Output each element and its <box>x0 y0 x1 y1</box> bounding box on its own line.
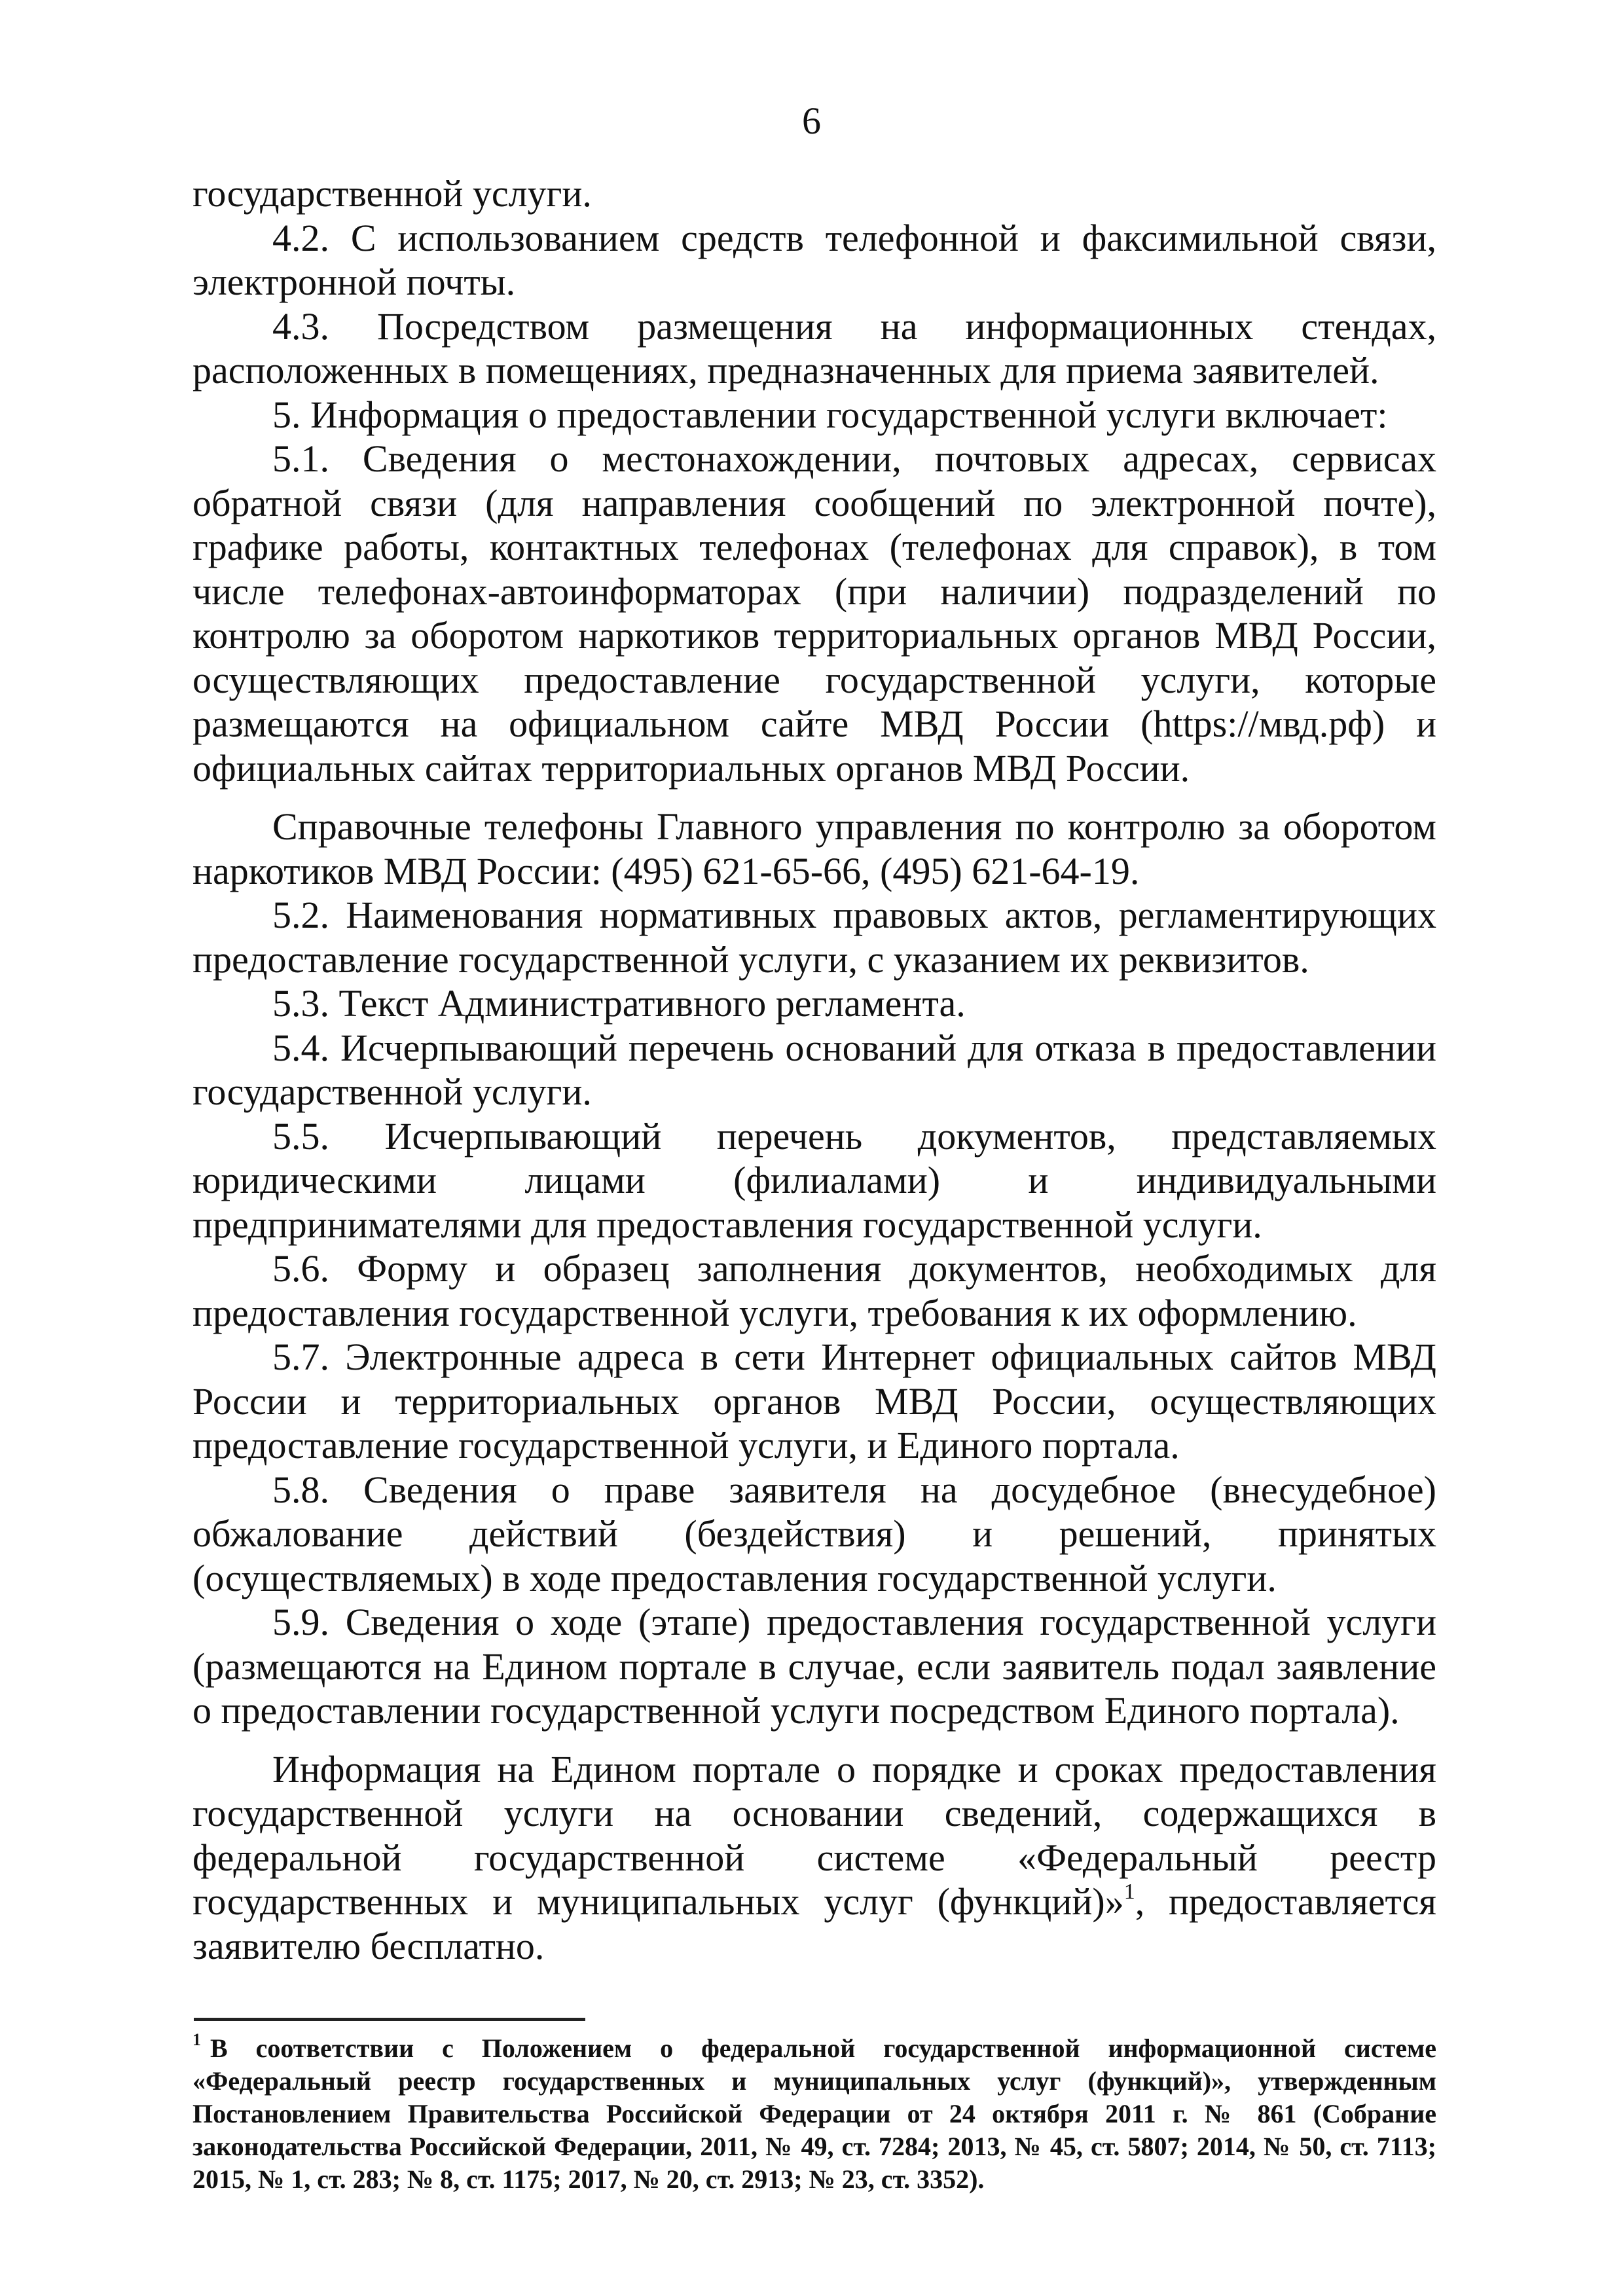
paragraph-5-7: 5.7. Электронные адреса в сети Интернет официальных сайтов МВД России и территориальных органов МВД России, осуществляющих предоставление государственной услуги, и Единого портала. <box>192 1336 1436 1467</box>
footnote <box>192 2032 1436 2196</box>
footnote-separator <box>194 2018 585 2021</box>
paragraph-4-3: 4.3. Посредством размещения на информационных стендах, расположенных в помещениях, предназначенных для приема заявителей. <box>192 304 1436 392</box>
paragraph-5-9: 5.9. Сведения о ходе (этапе) предоставления государственной услуги (размещаются на Едином портале в случае, если заявитель подал заявление о предоставлении государственной услуги посредством Единого портала). <box>192 1601 1436 1732</box>
footnote-mark: 1 <box>192 2030 201 2049</box>
paragraph-5-5: 5.5. Исчерпывающий перечень документов, представляемых юридическими лицами (филиалами) и индивидуальными предпринимателями для предоставления государственной услуги. <box>192 1114 1436 1246</box>
paragraph-5-2: 5.2. Наименования нормативных правовых актов, регламентирующих предоставление государственной услуги, с указанием их реквизитов. <box>192 894 1436 981</box>
paragraph-final-tail: , предоставляется заявителю бесплатно. <box>192 1880 1436 1967</box>
document-body <box>192 172 1436 1968</box>
paragraph-continuation: государственной услуги. <box>192 172 592 215</box>
footnote-text: В соответствии с Положением о федеральной государственной информационной системе «Федеральный реестр государственных и муниципальных услуг (функций)», утвержденным Постановлением Правительства Российской Федерации от 24 октября 2011 г. № 861 (Собрание законодательства Российской Федерации, 2011, № 49, ст. 7284; 2013, № 45, ст. 5807; 2014, № 50, ст. 7113; 2015, № 1, ст. 283; № 8, ст. 1175; 2017, № 20, ст. 2913; № 23, ст. 3352). <box>192 2033 1436 2194</box>
paragraph-5-4: 5.4. Исчерпывающий перечень оснований для отказа в предоставлении государственной услуги. <box>192 1026 1436 1113</box>
paragraph-final <box>192 1747 1436 1969</box>
paragraph-5-3: 5.3. Текст Административного регламента. <box>272 982 966 1025</box>
footnote-reference-mark[interactable]: 1 <box>1123 1880 1135 1904</box>
paragraph-4-2: 4.2. С использованием средств телефонной и факсимильной связи, электронной почты. <box>192 216 1436 303</box>
paragraph-reference-phones: Справочные телефоны Главного управления по контролю за оборотом наркотиков МВД России: (495) 621-65-66, (495) 621-64-19. <box>192 805 1436 892</box>
paragraph-5-8: 5.8. Сведения о праве заявителя на досудебное (внесудебное) обжалование действий (бездействия) и решений, принятых (осуществляемых) в ходе предоставления государственной услуги. <box>192 1468 1436 1599</box>
paragraph-5: 5. Информация о предоставлении государственной услуги включает: <box>272 393 1388 436</box>
page-number: 6 <box>802 100 821 142</box>
paragraph-5-6: 5.6. Форму и образец заполнения документов, необходимых для предоставления государственной услуги, требования к их оформлению. <box>192 1247 1436 1334</box>
paragraph-final-text: Информация на Едином портале о порядке и сроках предоставления государственной услуги на основании сведений, содержащихся в федеральной государственной системе «Федеральный реестр государственных и муниципальных услуг (функций)» <box>192 1747 1436 1923</box>
paragraph-5-1: 5.1. Сведения о местонахождении, почтовых адресах, сервисах обратной связи (для направления сообщений по электронной почте), графике работы, контактных телефонах (телефонах для справок), в том числе телефонах-автоинформаторах (при наличии) подразделений по контролю за оборотом наркотиков территориальных органов МВД России, осуществляющих предоставление государственной услуги, которые размещаются на официальном сайте МВД России (https://мвд.рф) и официальных сайтах территориальных органов МВД России. <box>192 437 1436 790</box>
